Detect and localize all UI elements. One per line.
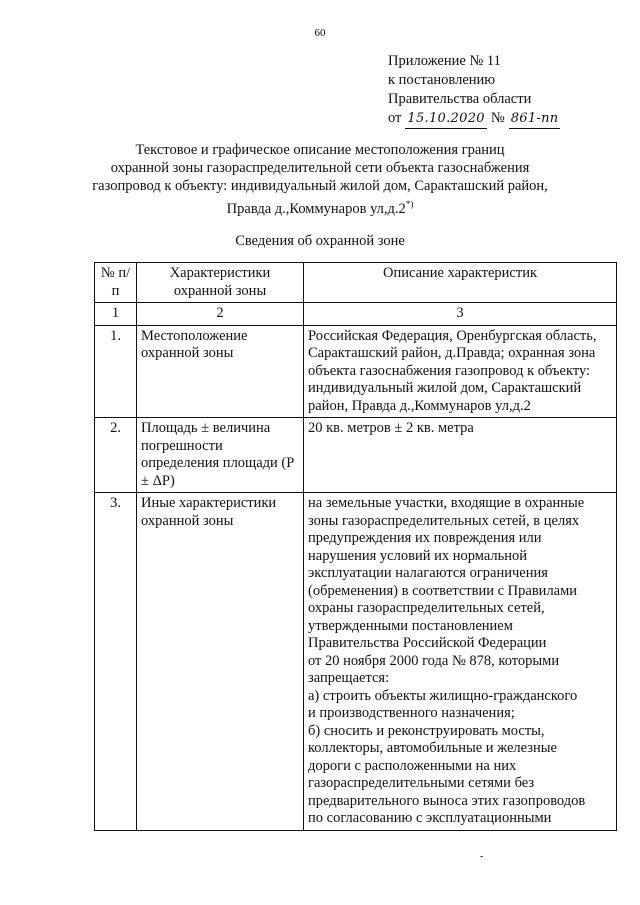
footnote-mark: *) [405,199,414,209]
row-characteristic: Местоположение охранной зоны [137,325,304,418]
number-prefix: № [490,110,505,126]
title-line-4-text: Правда д.,Коммунаров ул,д.2 [226,200,406,217]
appendix-block [388,52,560,129]
description-lines [308,495,612,828]
header-number: № п/п [95,263,137,303]
column-numbering-row [95,303,617,326]
appendix-line-2: к постановлению [388,72,496,88]
title-line-3: газопровод к объекту: индивидуальный жилой дом, Саракташский район, [92,178,548,194]
table-row [95,493,617,831]
description-line: нарушения условий их нормальной [308,547,528,564]
title-line-4 [60,195,580,218]
description-line: б) сносить и реконструировать мосты, [308,722,545,739]
row-characteristic: Иные характеристики охранной зоны [137,493,304,831]
footer-mark: - [480,851,484,862]
table-header-row [95,263,617,303]
title-line-2: охранной зоны газораспределительной сети объекта газоснабжения [110,160,530,176]
description-line: охраны газораспределительных сетей, [308,600,545,616]
header-characteristics: Характеристики охранной зоны [137,263,304,303]
row-description: 20 кв. метров ± 2 кв. метра [304,418,617,493]
description-line: а) строить объекты жилищно-гражданского [308,687,578,704]
row-description [304,493,617,831]
description-line: предварительного выноса этих газопроводов [308,792,586,809]
description-line: газораспределительными сетями без [308,775,535,791]
handwritten-date: 15.10.2020 [405,109,486,129]
header-description: Описание характеристик [304,263,617,303]
description-line: эксплуатации налагаются ограничения [308,565,548,581]
document-title [60,141,580,218]
description-line: от 20 ноября 2000 года № 878, которыми [308,652,560,669]
description-line: и производственного назначения; [308,705,515,721]
description-line: Правительства Российской Федерации [308,635,547,651]
row-description: Российская Федерация, Оренбургская область, Саракташский район, д.Правда; охранная зона объекта газоснабжения газопровод к объекту: индивидуальный жилой дом, Саракташский район, Правда д.,Коммунаров ул,д.2 [304,325,617,418]
description-line: коллекторы, автомобильные и железные [308,740,557,756]
description-line: запрещается: [308,670,390,686]
row-characteristic: Площадь ± величина погрешности определения площади (P ± ΔP) [137,418,304,493]
row-number: 1. [95,325,137,418]
description-line: дороги с расположенными на них [308,757,517,774]
section-subtitle: Сведения об охранной зоне [235,233,405,249]
description-line: по согласованию с эксплуатационными [308,810,552,826]
appendix-title: Приложение № 11 [388,53,501,69]
zone-info-table [94,262,617,831]
appendix-date-line [388,109,560,129]
handwritten-number: 861-пп [509,109,561,129]
row-number: 2. [95,418,137,493]
table-row [95,418,617,493]
page-number: 60 [314,27,326,39]
description-line: на земельные участки, входящие в охранные [308,495,585,511]
description-line: (обременения) в соответствии с Правилами [308,582,578,599]
appendix-line-3: Правительства области [388,91,532,107]
description-line: утвержденными постановлением [308,617,513,634]
date-prefix: от [388,110,402,126]
table-row [95,325,617,418]
title-line-1: Текстовое и графическое описание местоположения границ [135,142,505,158]
row-number: 3. [95,493,137,831]
description-line: предупреждения их повреждения или [308,530,542,546]
column-number-2: 2 [137,303,304,326]
description-line: зоны газораспределительных сетей, в целях [308,512,580,529]
column-number-1: 1 [95,303,137,326]
column-number-3: 3 [304,303,617,326]
